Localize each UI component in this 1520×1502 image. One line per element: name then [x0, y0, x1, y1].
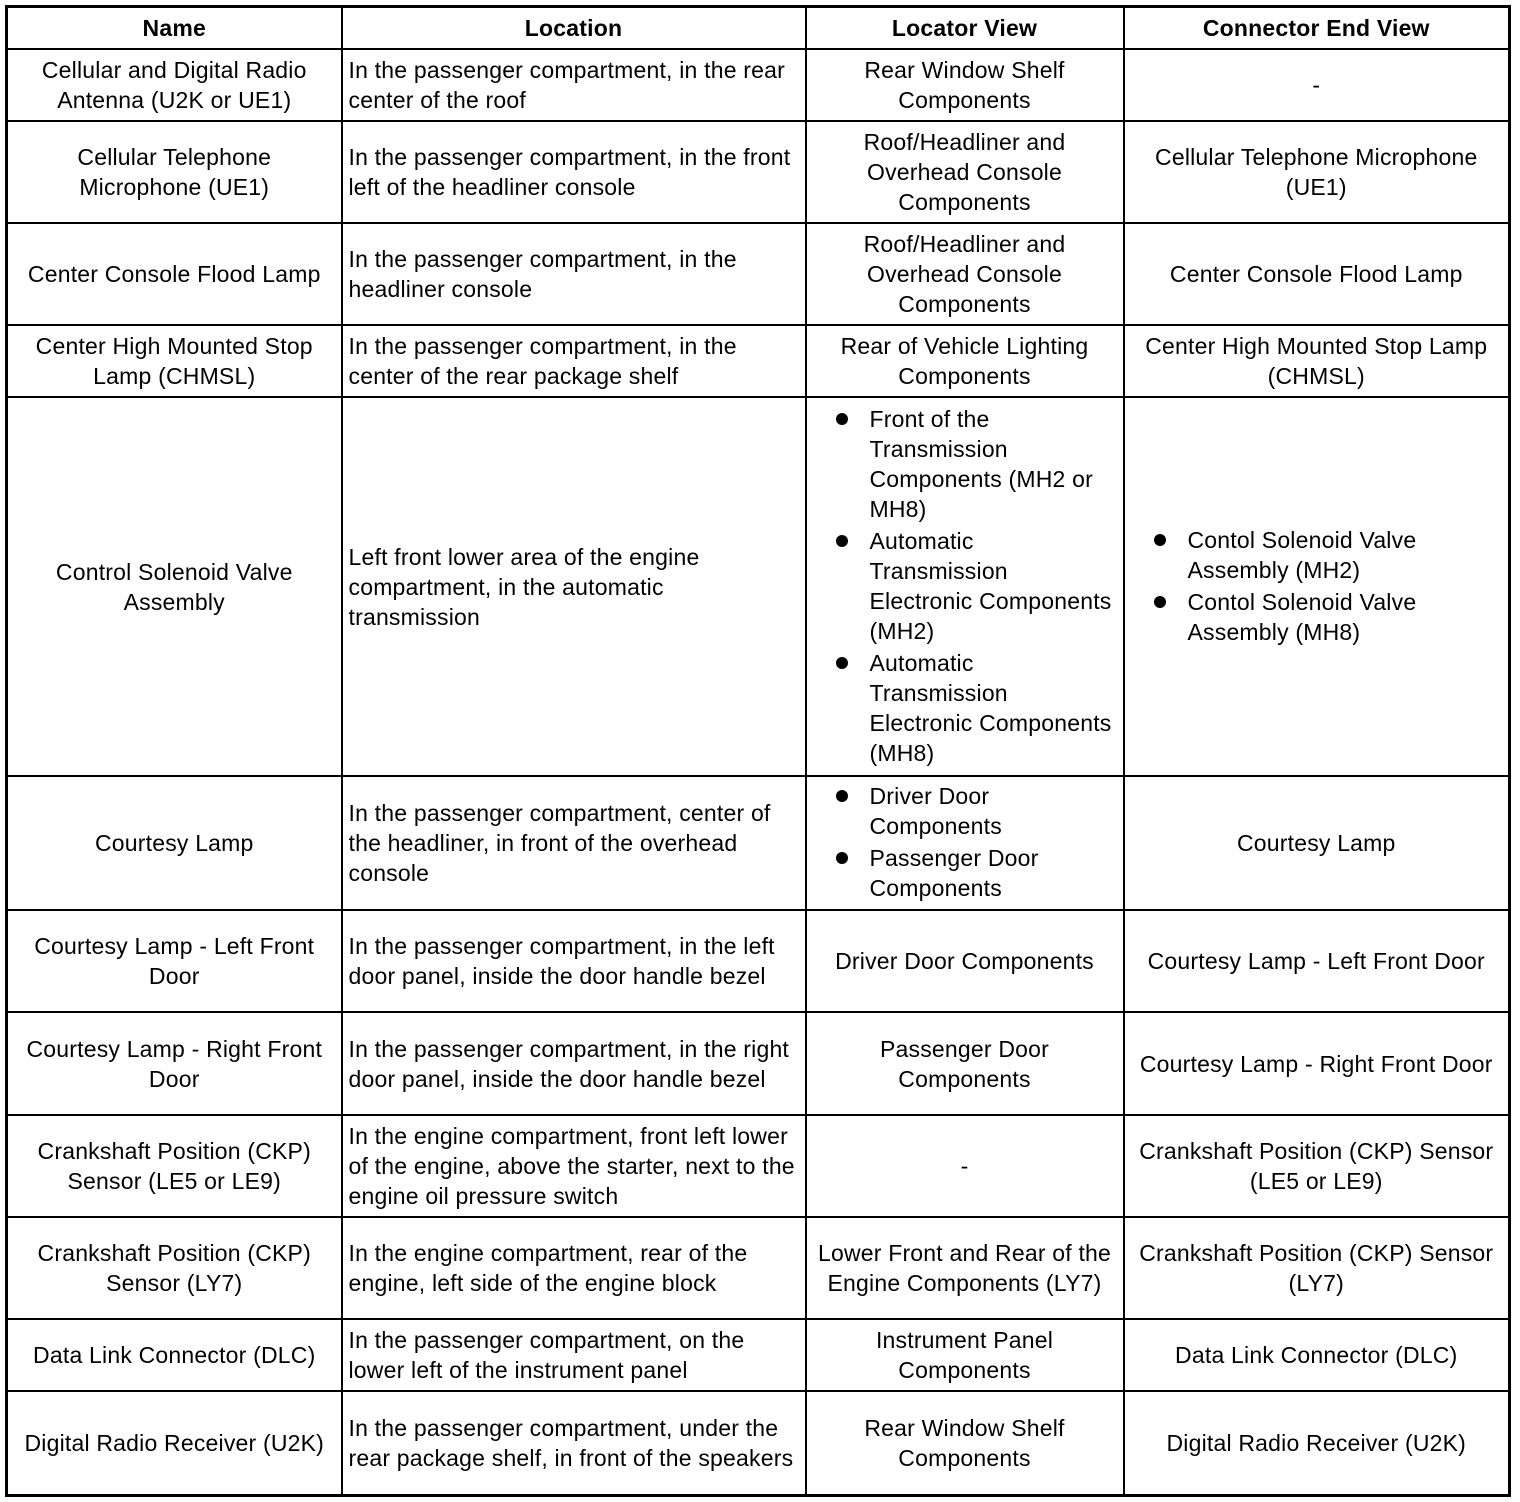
cell-location: In the passenger compartment, center of the headliner, in front of the overhead console: [342, 776, 806, 910]
cell-name: Courtesy Lamp - Right Front Door: [7, 1012, 342, 1114]
cell-connector-end-view: Courtesy Lamp - Right Front Door: [1124, 1012, 1510, 1114]
cell-connector-end-view: Digital Radio Receiver (U2K): [1124, 1391, 1510, 1495]
list-item: Contol Solenoid Valve Assembly (MH8): [1154, 587, 1503, 647]
list-item: Passenger Door Components: [836, 843, 1117, 903]
cell-locator-view: Driver Door Components: [806, 910, 1124, 1012]
table-row: [7, 1217, 1510, 1319]
cell-name: Cellular and Digital Radio Antenna (U2K or UE1): [7, 49, 342, 121]
cell-name: Center Console Flood Lamp: [7, 223, 342, 325]
list-item: Driver Door Components: [836, 781, 1117, 841]
table-row: [7, 121, 1510, 223]
cell-location: Left front lower area of the engine compartment, in the automatic transmission: [342, 397, 806, 776]
table-row: [7, 223, 1510, 325]
header-connector-end-view: Connector End View: [1124, 7, 1510, 49]
table-row: [7, 49, 1510, 121]
cell-location: In the passenger compartment, under the rear package shelf, in front of the speakers: [342, 1391, 806, 1495]
cell-locator-view: Roof/Headliner and Overhead Console Components: [806, 121, 1124, 223]
table-row: [7, 776, 1510, 910]
locator-bullet-list: [813, 781, 1117, 903]
list-item: Contol Solenoid Valve Assembly (MH2): [1154, 525, 1503, 585]
cell-name: Courtesy Lamp: [7, 776, 342, 910]
list-item: Automatic Transmission Electronic Components (MH2): [836, 526, 1117, 646]
locator-bullet-list: [813, 404, 1117, 768]
cell-locator-view: Lower Front and Rear of the Engine Components (LY7): [806, 1217, 1124, 1319]
cell-name: Data Link Connector (DLC): [7, 1319, 342, 1391]
cell-locator-view: Rear of Vehicle Lighting Components: [806, 325, 1124, 397]
cell-location: In the passenger compartment, on the lower left of the instrument panel: [342, 1319, 806, 1391]
cell-connector-end-view: Center High Mounted Stop Lamp (CHMSL): [1124, 325, 1510, 397]
cell-name: Control Solenoid Valve Assembly: [7, 397, 342, 776]
cell-name: Cellular Telephone Microphone (UE1): [7, 121, 342, 223]
cell-locator-view: Roof/Headliner and Overhead Console Components: [806, 223, 1124, 325]
cell-locator-view: -: [806, 1115, 1124, 1217]
cell-location: In the passenger compartment, in the front left of the headliner console: [342, 121, 806, 223]
cell-location: In the passenger compartment, in the rear center of the roof: [342, 49, 806, 121]
cell-connector-end-view: Cellular Telephone Microphone (UE1): [1124, 121, 1510, 223]
table-row: [7, 397, 1510, 776]
cell-location: In the passenger compartment, in the headliner console: [342, 223, 806, 325]
table-row: [7, 1319, 1510, 1391]
header-locator-view: Locator View: [806, 7, 1124, 49]
component-locator-table: [5, 5, 1511, 1497]
cell-locator-view: Instrument Panel Components: [806, 1319, 1124, 1391]
table-row: [7, 325, 1510, 397]
cell-connector-end-view: Courtesy Lamp - Left Front Door: [1124, 910, 1510, 1012]
cell-name: Courtesy Lamp - Left Front Door: [7, 910, 342, 1012]
cell-connector-end-view: Data Link Connector (DLC): [1124, 1319, 1510, 1391]
header-row: [7, 7, 1510, 49]
cell-connector-end-view: Courtesy Lamp: [1124, 776, 1510, 910]
cell-location: In the passenger compartment, in the left door panel, inside the door handle bezel: [342, 910, 806, 1012]
list-item: Front of the Transmission Components (MH2 or MH8): [836, 404, 1117, 524]
cell-locator-view: [806, 776, 1124, 910]
cell-locator-view: Rear Window Shelf Components: [806, 1391, 1124, 1495]
connector-bullet-list: [1131, 525, 1503, 647]
cell-connector-end-view: Center Console Flood Lamp: [1124, 223, 1510, 325]
cell-name: Crankshaft Position (CKP) Sensor (LY7): [7, 1217, 342, 1319]
cell-name: Digital Radio Receiver (U2K): [7, 1391, 342, 1495]
cell-locator-view: Rear Window Shelf Components: [806, 49, 1124, 121]
table-row: [7, 1012, 1510, 1114]
cell-location: In the passenger compartment, in the center of the rear package shelf: [342, 325, 806, 397]
cell-location: In the passenger compartment, in the right door panel, inside the door handle bezel: [342, 1012, 806, 1114]
cell-connector-end-view: [1124, 397, 1510, 776]
cell-location: In the engine compartment, rear of the engine, left side of the engine block: [342, 1217, 806, 1319]
header-location: Location: [342, 7, 806, 49]
cell-location: In the engine compartment, front left lower of the engine, above the starter, next to the engine oil pressure switch: [342, 1115, 806, 1217]
cell-name: Crankshaft Position (CKP) Sensor (LE5 or LE9): [7, 1115, 342, 1217]
cell-connector-end-view: -: [1124, 49, 1510, 121]
list-item: Automatic Transmission Electronic Components (MH8): [836, 648, 1117, 768]
cell-connector-end-view: Crankshaft Position (CKP) Sensor (LY7): [1124, 1217, 1510, 1319]
table-row: [7, 910, 1510, 1012]
header-name: Name: [7, 7, 342, 49]
cell-connector-end-view: Crankshaft Position (CKP) Sensor (LE5 or LE9): [1124, 1115, 1510, 1217]
cell-name: Center High Mounted Stop Lamp (CHMSL): [7, 325, 342, 397]
table-row: [7, 1391, 1510, 1495]
table-row: [7, 1115, 1510, 1217]
cell-locator-view: Passenger Door Components: [806, 1012, 1124, 1114]
cell-locator-view: [806, 397, 1124, 776]
